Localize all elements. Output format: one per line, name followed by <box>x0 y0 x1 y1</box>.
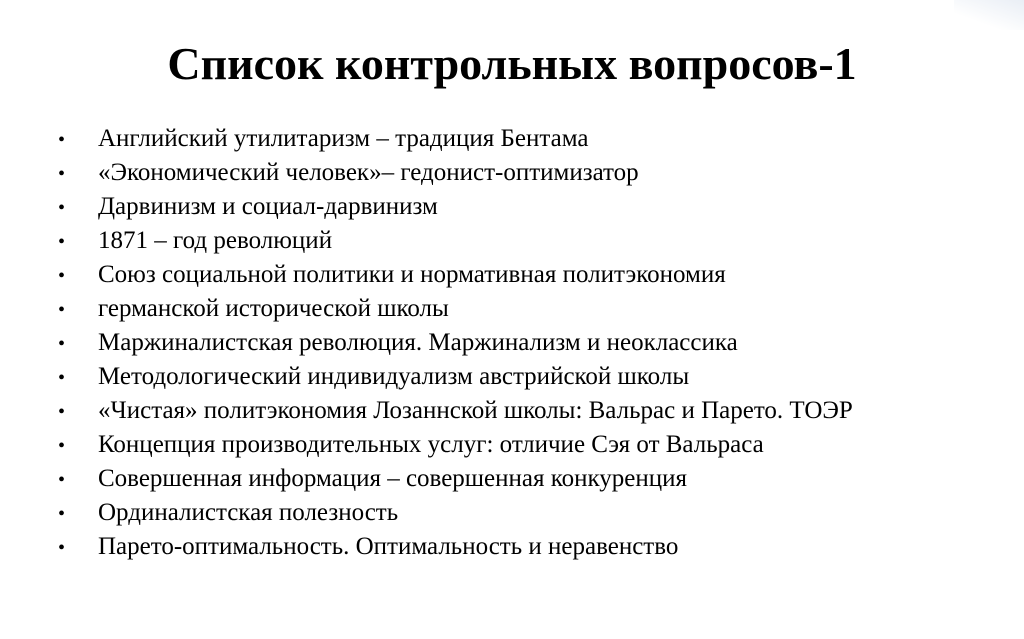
list-item-text: «Чистая» политэкономия Лозаннской школы: Вальрас и Парето. ТОЭР <box>98 397 853 424</box>
list-item <box>58 360 853 394</box>
list-item-text: Парето-оптимальность. Оптимальность и неравенство <box>98 533 679 560</box>
bullet-icon: • <box>58 163 66 185</box>
list-item <box>58 258 853 292</box>
bullet-icon: • <box>58 265 66 287</box>
bullet-icon: • <box>58 367 66 389</box>
list-item-text: Английский утилитаризм – традиция Бентама <box>98 125 589 152</box>
list-item <box>58 530 853 564</box>
list-item-text: Ординалистская полезность <box>98 499 399 526</box>
list-item <box>58 292 853 326</box>
list-item-text: 1871 – год революций <box>98 227 333 254</box>
list-item <box>58 190 853 224</box>
bullet-icon: • <box>58 299 66 321</box>
question-list <box>58 122 853 564</box>
bullet-icon: • <box>58 333 66 355</box>
list-item <box>58 496 853 530</box>
bullet-icon: • <box>58 129 66 151</box>
list-item-text: Маржиналистская революция. Маржинализм и неоклассика <box>98 329 738 356</box>
bullet-icon: • <box>58 435 66 457</box>
list-item <box>58 156 853 190</box>
list-item <box>58 122 853 156</box>
bullet-icon: • <box>58 401 66 423</box>
list-item-text: германской исторической школы <box>98 295 449 322</box>
list-item-text: «Экономический человек»– гедонист-оптимизатор <box>98 159 639 186</box>
bullet-icon: • <box>58 469 66 491</box>
bullet-icon: • <box>58 197 66 219</box>
list-item <box>58 394 853 428</box>
list-item-text: Совершенная информация – совершенная конкуренция <box>98 465 688 492</box>
list-item <box>58 326 853 360</box>
list-item <box>58 428 853 462</box>
bullet-icon: • <box>58 537 66 559</box>
bullet-icon: • <box>58 231 66 253</box>
list-item-text: Концепция производительных услуг: отличие Сэя от Вальраса <box>98 431 764 458</box>
list-item-text: Методологический индивидуализм австрийской школы <box>98 363 690 390</box>
list-item <box>58 224 853 258</box>
slide-title: Список контрольных вопросов-1 <box>167 38 857 89</box>
list-item <box>58 462 853 496</box>
list-item-text: Союз социальной политики и нормативная политэкономия <box>98 261 726 288</box>
list-item-text: Дарвинизм и социал-дарвинизм <box>98 193 438 220</box>
bullet-icon: • <box>58 503 66 525</box>
corner-decoration <box>954 0 1024 30</box>
